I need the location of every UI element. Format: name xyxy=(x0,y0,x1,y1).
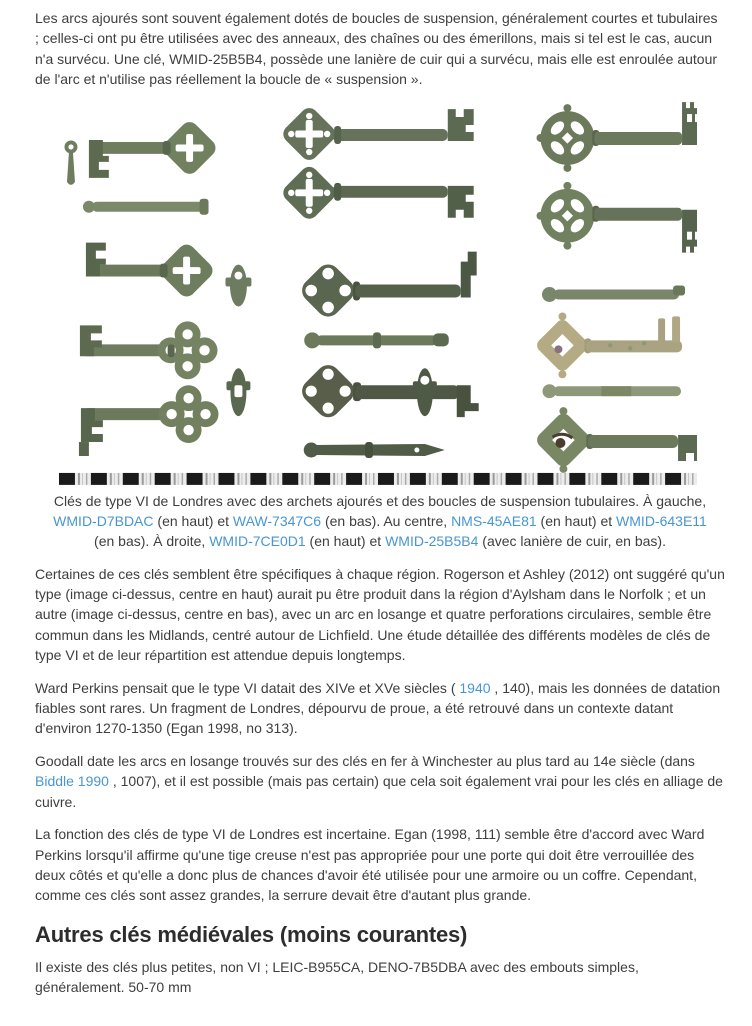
intro-paragraph: Les arcs ajourés sont souvent également dotés de boucles de suspension, généralement courtes et tubulaires ; celles-ci ont pu être utilisées avec des anneaux, des chaînes ou des émerillons, mais si tel est le cas, aucun n'a survécu. Une clé, WMID-25B5B4, possède une lanière de cuir qui a survécu, mais elle est enroulée autour de l'arc et n'utilise pas réellement la boucle de « suspension ». xyxy=(35,10,718,88)
reference-link-biddle-1990[interactable]: Biddle 1990 xyxy=(35,773,109,790)
key-center-second-front xyxy=(280,163,474,222)
figure-caption xyxy=(35,491,725,551)
key-left-quatrefoil-1 xyxy=(80,321,218,379)
section-heading: Autres clés médiévales (moins courantes) xyxy=(35,921,468,947)
closing-paragraph: Il existe des clés plus petites, non VI ; LEIC-B955CA, DENO-7B5DBA avec des embouts simples, généralement. 50-70 mm xyxy=(35,958,639,996)
key-right-lozenge-tan xyxy=(534,312,682,378)
record-link-wmid-25b5b4[interactable]: WMID-25B5B4 xyxy=(385,532,479,549)
caption-text: (avec lanière de cuir, en bas). xyxy=(478,532,666,549)
paragraph-text: , 1007), et il est possible (mais pas certain) que cela soit également vrai pour les clés en alliage de cuivre. xyxy=(35,773,723,810)
paragraph-text: , 140), mais les données de datation fiables sont rares. Un fragment de Londres, dépourvu de proue, a été retrouvé dans un contexte datant d'environ 1270-1350 (Egan 1998, no 313). xyxy=(35,679,721,737)
key-right-side-view-2 xyxy=(542,384,681,398)
key-right-second-front xyxy=(537,181,697,252)
record-link-nms-45ae81[interactable]: NMS-45AE81 xyxy=(451,512,537,529)
swivel-fitting-left xyxy=(226,368,250,416)
key-right-side-view-1 xyxy=(542,285,685,301)
paragraph-dating xyxy=(35,678,725,739)
key-left-top-front xyxy=(89,118,219,178)
caption-text: (en bas). À droite, xyxy=(94,532,210,549)
caption-text: (en bas). Au centre, xyxy=(321,512,452,529)
paragraph-goodall xyxy=(35,751,725,812)
key-left-bottom-front xyxy=(86,241,216,300)
key-left-side-view xyxy=(83,198,209,214)
key-center-side-view-1 xyxy=(304,332,449,348)
keys-photograph xyxy=(59,102,697,485)
scale-bar xyxy=(59,473,697,485)
key-left-quatrefoil-2 xyxy=(79,385,219,456)
key-right-top-front xyxy=(537,102,697,172)
keys-photo-illustration xyxy=(59,102,697,485)
caption-text: (en haut) et xyxy=(153,512,233,529)
reference-link-1940[interactable]: 1940 xyxy=(459,679,491,696)
swivel-fitting-small xyxy=(225,264,251,306)
record-link-waw-7347c6[interactable]: WAW-7347C6 xyxy=(232,512,322,529)
paragraph-function: La fonction des clés de type VI de Londres est incertaine. Egan (1998, 111) semble être d'accord avec Ward Perkins lorsqu'il affirme qu'une tige creuse n'est pas appropriée pour une porte qui doit être verrouillée des deux côtés et qu'elle a donc plus de chances d'avoir été utilisée pour une armoire ou un coffre. Cependant, comme ces clés sont assez grandes, la serrure devait être d'autant plus grande. xyxy=(35,826,705,904)
key-center-lozenge-bottom xyxy=(297,360,479,422)
suspension-loop-item xyxy=(64,140,77,184)
caption-text: (en haut) et xyxy=(305,532,386,549)
key-right-leather-strap xyxy=(534,407,697,473)
record-link-wmid-7ce0d1[interactable]: WMID-7CE0D1 xyxy=(209,532,306,549)
key-center-side-view-2 xyxy=(304,442,445,458)
record-link-wmid-643e11[interactable]: WMID-643E11 xyxy=(616,512,707,529)
record-link-wmid-d7bdac[interactable]: WMID-D7BDAC xyxy=(53,512,154,529)
caption-text: Clés de type VI de Londres avec des archets ajourés et des boucles de suspension tubulaires. À gauche, xyxy=(53,492,707,509)
caption-text: (en haut) et xyxy=(536,512,617,529)
paragraph-text: Ward Perkins pensait que le type VI datait des XIVe et XVe siècles ( xyxy=(35,679,460,696)
key-center-top-front xyxy=(280,104,474,163)
paragraph-text: Goodall date les arcs en losange trouvés sur des clés en fer à Winchester au plus tard au 14e siècle (dans xyxy=(35,752,695,769)
paragraph-regional-types: Certaines de ces clés semblent être spécifiques à chaque région. Rogerson et Ashley (2012) ont suggéré qu'un type (image ci-dessus, centre en haut) aurait pu être produit dans la région d'Aylsham dans le Norfolk ; et un autre (image ci-dessus, centre en bas), avec un arc en losange et quatre perforations circulaires, semble être commun dans les Midlands, centré autour de Lichfield. Une étude détaillée des différents modèles de clés de type VI et de leur répartition est attendue depuis longtemps. xyxy=(35,565,725,664)
key-center-lozenge-top xyxy=(297,251,477,321)
